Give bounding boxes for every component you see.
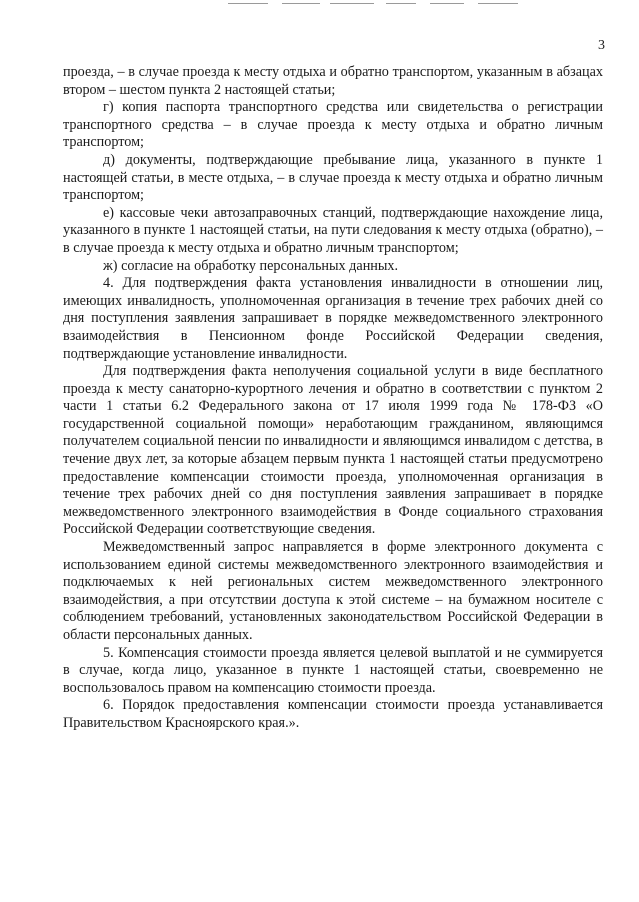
scan-mark xyxy=(228,3,268,4)
scan-mark xyxy=(386,3,416,4)
scan-mark xyxy=(330,3,374,4)
scan-mark xyxy=(282,3,320,4)
document-body xyxy=(63,64,603,733)
paragraph-section-4: 4. Для подтверждения факта установления инвалидности в отношении лиц, имеющих инвалидность, уполномоченная организация в течение трех рабочих дней со дня поступления заявления запрашивает в порядке межведомственного электронного взаимодействия в Пенсионном фонде Российской Федерации сведения, подтверждающие установление инвалидности. xyxy=(63,275,603,362)
page-number: 3 xyxy=(598,38,605,53)
scan-mark xyxy=(478,3,518,4)
scan-mark xyxy=(430,3,464,4)
paragraph-section-5: 5. Компенсация стоимости проезда является целевой выплатой и не суммируется в случае, когда лицо, указанное в пункте 1 настоящей статьи, своевременно не воспользовалось правом на компенсацию стоимости проезда. xyxy=(63,644,603,696)
paragraph-item-e: е) кассовые чеки автозаправочных станций, подтверждающие нахождение лица, указанного в пункте 1 настоящей статьи, на пути следования к месту отдыха (обратно), – в случае проезда к месту отдыха и обратно личным транспортом; xyxy=(63,204,603,256)
paragraph-section-4-social-service: Для подтверждения факта неполучения социальной услуги в виде бесплатного проезда к месту санаторно-курортного лечения и обратно в соответствии с пунктом 2 части 1 статьи 6.2 Федерального закона от 17 июля 1999 года № 178-ФЗ «О государственной социальной помощи» неработающим гражданином, являющимся получателем социальной пенсии по инвалидности и являющимся инвалидом с детства, в течение двух лет, за которые абзацем первым пункта 1 настоящей статьи предусмотрено предоставление компенсации стоимости проезда, уполномоченная организация в течение трех рабочих дней со дня поступления заявления запрашивает в порядке межведомственного электронного взаимодействия в Фонде социального страхования Российской Федерации соответствующие сведения. xyxy=(63,363,603,538)
paragraph-item-zh: ж) согласие на обработку персональных данных. xyxy=(103,257,399,274)
paragraph-continuation: проезда, – в случае проезда к месту отдыха и обратно транспортом, указанным в абзацах втором – шестом пункта 2 настоящей статьи; xyxy=(63,64,603,98)
paragraph-item-g: г) копия паспорта транспортного средства или свидетельства о регистрации транспортного средства – в случае проезда к месту отдыха и обратно личным транспортом; xyxy=(63,99,603,151)
paragraph-item-d: д) документы, подтверждающие пребывание лица, указанного в пункте 1 настоящей статьи, в месте отдыха, – в случае проезда к месту отдыха и обратно личным транспортом; xyxy=(63,151,603,204)
paragraph-interagency-request: Межведомственный запрос направляется в форме электронного документа с использованием единой системы межведомственного электронного взаимодействия и подключаемых к ней региональных систем межведомственного электронного взаимодействия, а при отсутствии доступа к этой системе – на бумажном носителе с соблюдением требований, установленных законодательством Российской Федерации в области персональных данных. xyxy=(63,539,603,643)
scan-edge-marks xyxy=(0,0,639,8)
paragraph-section-6: 6. Порядок предоставления компенсации стоимости проезда устанавливается Правительством Красноярского края.». xyxy=(63,697,603,731)
